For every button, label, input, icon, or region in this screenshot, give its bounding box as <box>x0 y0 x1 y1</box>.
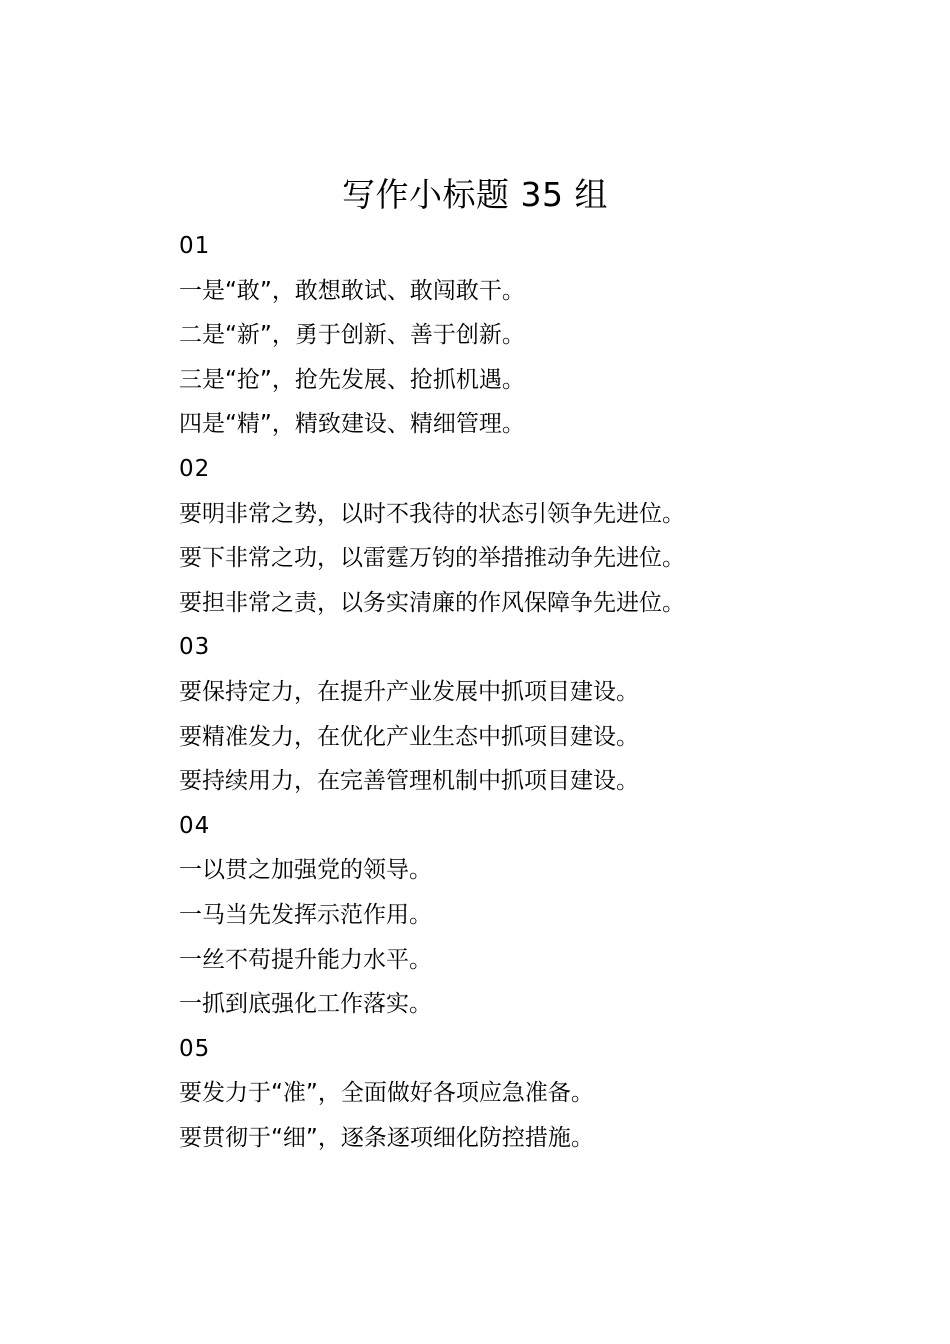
section-line: 要明非常之势，以时不我待的状态引领争先进位。 <box>179 500 685 527</box>
section-line: 要精准发力，在优化产业生态中抓项目建设。 <box>179 723 639 750</box>
section-line: 四是“精”，精致建设、精细管理。 <box>179 411 525 438</box>
section-number: 01 <box>179 233 211 259</box>
section-line: 要下非常之功，以雷霆万钧的举措推动争先进位。 <box>179 545 685 572</box>
section-line: 一丝不苟提升能力水平。 <box>179 946 432 973</box>
section-line: 一马当先发挥示范作用。 <box>179 901 432 928</box>
document-title: 写作小标题 35 组 <box>342 175 608 214</box>
section-number: 03 <box>179 634 211 661</box>
section-line: 二是“新”，勇于创新、善于创新。 <box>179 322 525 349</box>
section-number: 05 <box>179 1035 211 1062</box>
section-line: 一以贯之加强党的领导。 <box>179 857 432 884</box>
section-line: 一抓到底强化工作落实。 <box>179 991 432 1018</box>
section-line: 要保持定力，在提升产业发展中抓项目建设。 <box>179 678 639 705</box>
section-line: 三是“抢”，抢先发展、抢抓机遇。 <box>179 366 525 393</box>
section-number: 04 <box>179 812 211 839</box>
section-line: 要担非常之责，以务实清廉的作风保障争先进位。 <box>179 589 685 616</box>
section-number: 02 <box>179 455 211 482</box>
section-line: 要发力于“准”，全面做好各项应急准备。 <box>179 1080 594 1107</box>
section-line: 一是“敢”，敢想敢试、敢闯敢干。 <box>179 277 525 304</box>
section-line: 要贯彻于“细”，逐条逐项细化防控措施。 <box>179 1124 594 1151</box>
document-body <box>179 224 879 1160</box>
section-line: 要持续用力，在完善管理机制中抓项目建设。 <box>179 768 639 795</box>
